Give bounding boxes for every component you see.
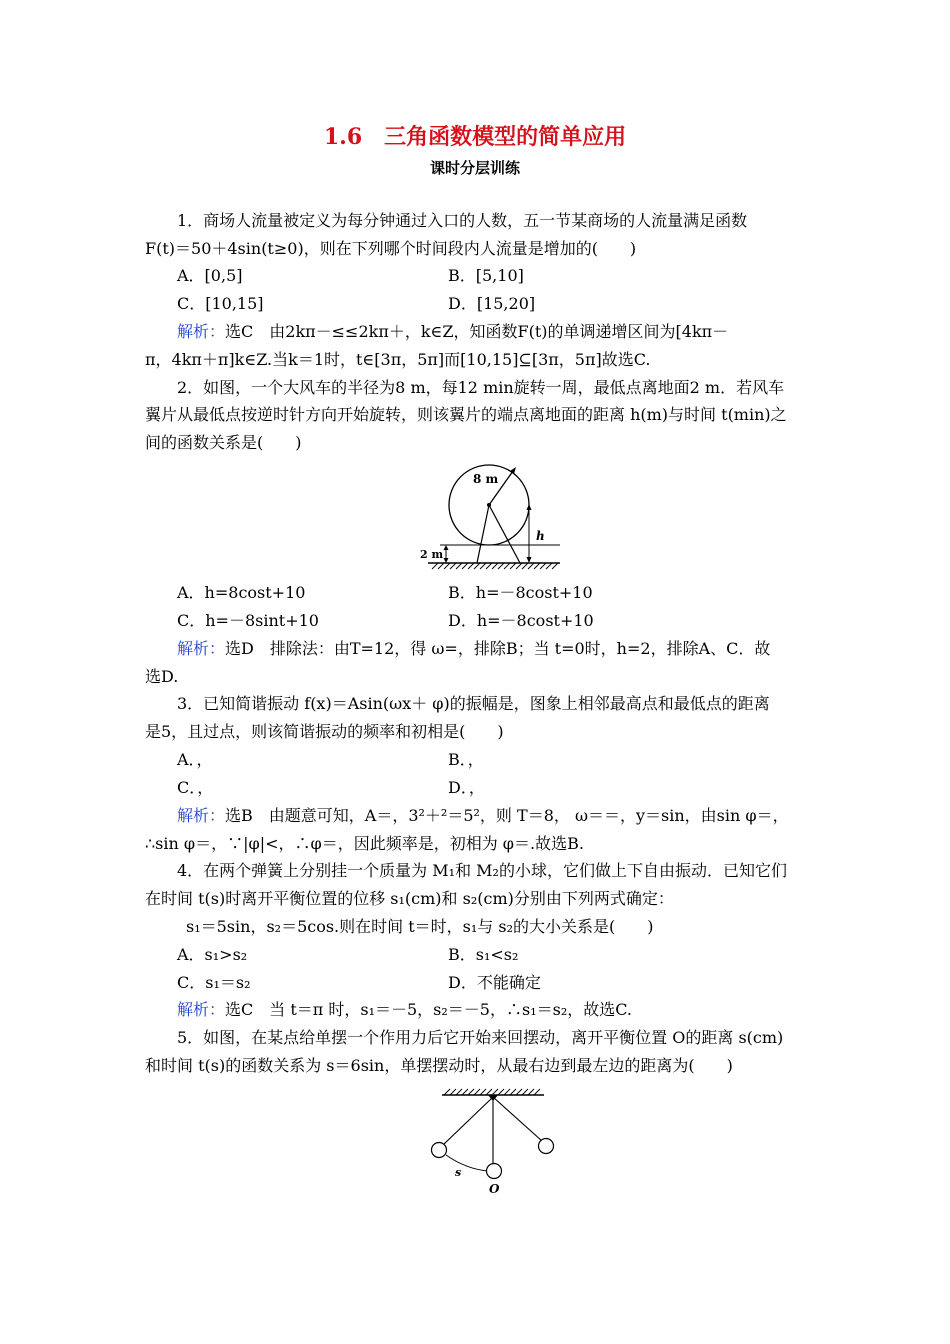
q4-line-3: s₁＝5sin，s₂＝5cos.则在时间 t＝时，s₁与 s₂的大小关系是( ) (186, 917, 654, 936)
q1-analysis-text-1: 选C 由2kπ－≤≤2kπ＋，k∈Z，知函数F(t)的单调递增区间为[4kπ－ (225, 322, 729, 341)
q2-option-c: C．h=－8sint+10 (177, 611, 319, 630)
q3-analysis-label: 解析： (177, 806, 226, 825)
ground-gap-label: 2 m (420, 548, 444, 561)
q2-line-2: 翼片从最低点按逆时针方向开始旋转，则该翼片的端点离地面的距离 h(m)与时间 t(min)之 (145, 405, 787, 424)
q3-analysis (177, 806, 842, 826)
equilibrium-label-o: O (489, 1182, 500, 1196)
q4-line-2: 在时间 t(s)时离开平衡位置的位移 s₁(cm)和 s₂(cm)分别由下列两式确定： (145, 889, 674, 908)
q2-line-3: 间的函数关系是( ) (145, 433, 302, 452)
q2-analysis-text-1: 选D 排除法：由T=12，得 ω=，排除B；当 t=0时，h=2，排除A、C．故 (225, 639, 771, 658)
q1-option-b: B．[5,10] (448, 266, 524, 285)
q4-option-a: A．s₁>s₂ (177, 945, 248, 964)
radius-label: 8 m (473, 472, 499, 486)
q1-analysis-text-2: π，4kπ＋π]k∈Z.当k＝1时，t∈[3π，5π]而[10,15]⊆[3π，5π]故选C. (145, 350, 651, 369)
q4-option-b: B．s₁<s₂ (448, 945, 519, 964)
q3-line-2: 是5，且过点，则该简谐振动的频率和初相是( ) (145, 722, 504, 741)
q3-analysis-text-1: 选B 由题意可知，A＝，3²＋²＝5²，则 T＝8， ω＝＝，y＝sin，由sin φ＝， (225, 806, 789, 825)
page-title: 1.6 三角函数模型的简单应用 (323, 124, 627, 150)
q3-line-1: 3．已知简谐振动 f(x)＝Asin(ωx＋ φ)的振幅是，图象上相邻最高点和最低点的距离 (177, 694, 770, 713)
q2-option-d: D．h=－8cost+10 (448, 611, 594, 630)
q5-line-2: 和时间 t(s)的函数关系为 s＝6sin，单摆摆动时，从最右边到最左边的距离为( ) (145, 1056, 733, 1075)
q3-option-b: B．， (448, 750, 484, 769)
q1-line-2: F(t)＝50＋4sin(t≥0)，则在下列哪个时间段内人流量是增加的( ) (145, 239, 637, 258)
page-subtitle: 课时分层训练 (429, 159, 520, 177)
q2-option-a: A．h=8cost+10 (177, 583, 306, 602)
height-label: h (536, 529, 545, 543)
q2-analysis (177, 639, 842, 659)
q4-analysis-label: 解析： (177, 1000, 226, 1019)
q2-option-b: B．h=－8cost+10 (448, 583, 593, 602)
q2-analysis-text-2: 选D. (145, 667, 179, 686)
q1-option-c: C．[10,15] (177, 294, 264, 313)
q3-option-a: A．， (177, 750, 213, 769)
arc-label-s: s (455, 1166, 462, 1179)
q4-option-c: C．s₁＝s₂ (177, 973, 251, 992)
pendulum-figure (420, 1085, 570, 1197)
q1-analysis-label: 解析： (177, 322, 226, 341)
q1-analysis (177, 322, 842, 342)
q3-analysis-text-2: ∴sin φ＝，∵|φ|<，∴φ＝，因此频率是，初相为 φ＝.故选B. (145, 834, 584, 853)
q1-line-1: 1．商场人流量被定义为每分钟通过入口的人数，五一节某商场的人流量满足函数 (177, 211, 748, 230)
q1-option-d: D．[15,20] (448, 294, 536, 313)
q2-analysis-label: 解析： (177, 639, 226, 658)
q4-option-d: D．不能确定 (448, 973, 541, 992)
q4-line-1: 4．在两个弹簧上分别挂一个质量为 M₁和 M₂的小球，它们做上下自由振动．已知它们 (177, 861, 787, 880)
q2-line-1: 2．如图，一个大风车的半径为8 m，每12 min旋转一周，最低点离地面2 m．若风车 (177, 378, 785, 397)
q5-line-1: 5．如图，在某点给单摆一个作用力后它开始来回摆动，离开平衡位置 O的距离 s(cm) (177, 1028, 784, 1047)
windmill-figure (420, 455, 570, 577)
q4-analysis-text-1: 选C 当 t＝π 时，s₁＝－5，s₂＝－5，∴s₁＝s₂，故选C. (225, 1000, 632, 1019)
q4-analysis (177, 1000, 842, 1020)
q1-option-a: A．[0,5] (177, 266, 243, 285)
q3-option-d: D．， (448, 778, 485, 797)
q3-option-c: C．， (177, 778, 214, 797)
